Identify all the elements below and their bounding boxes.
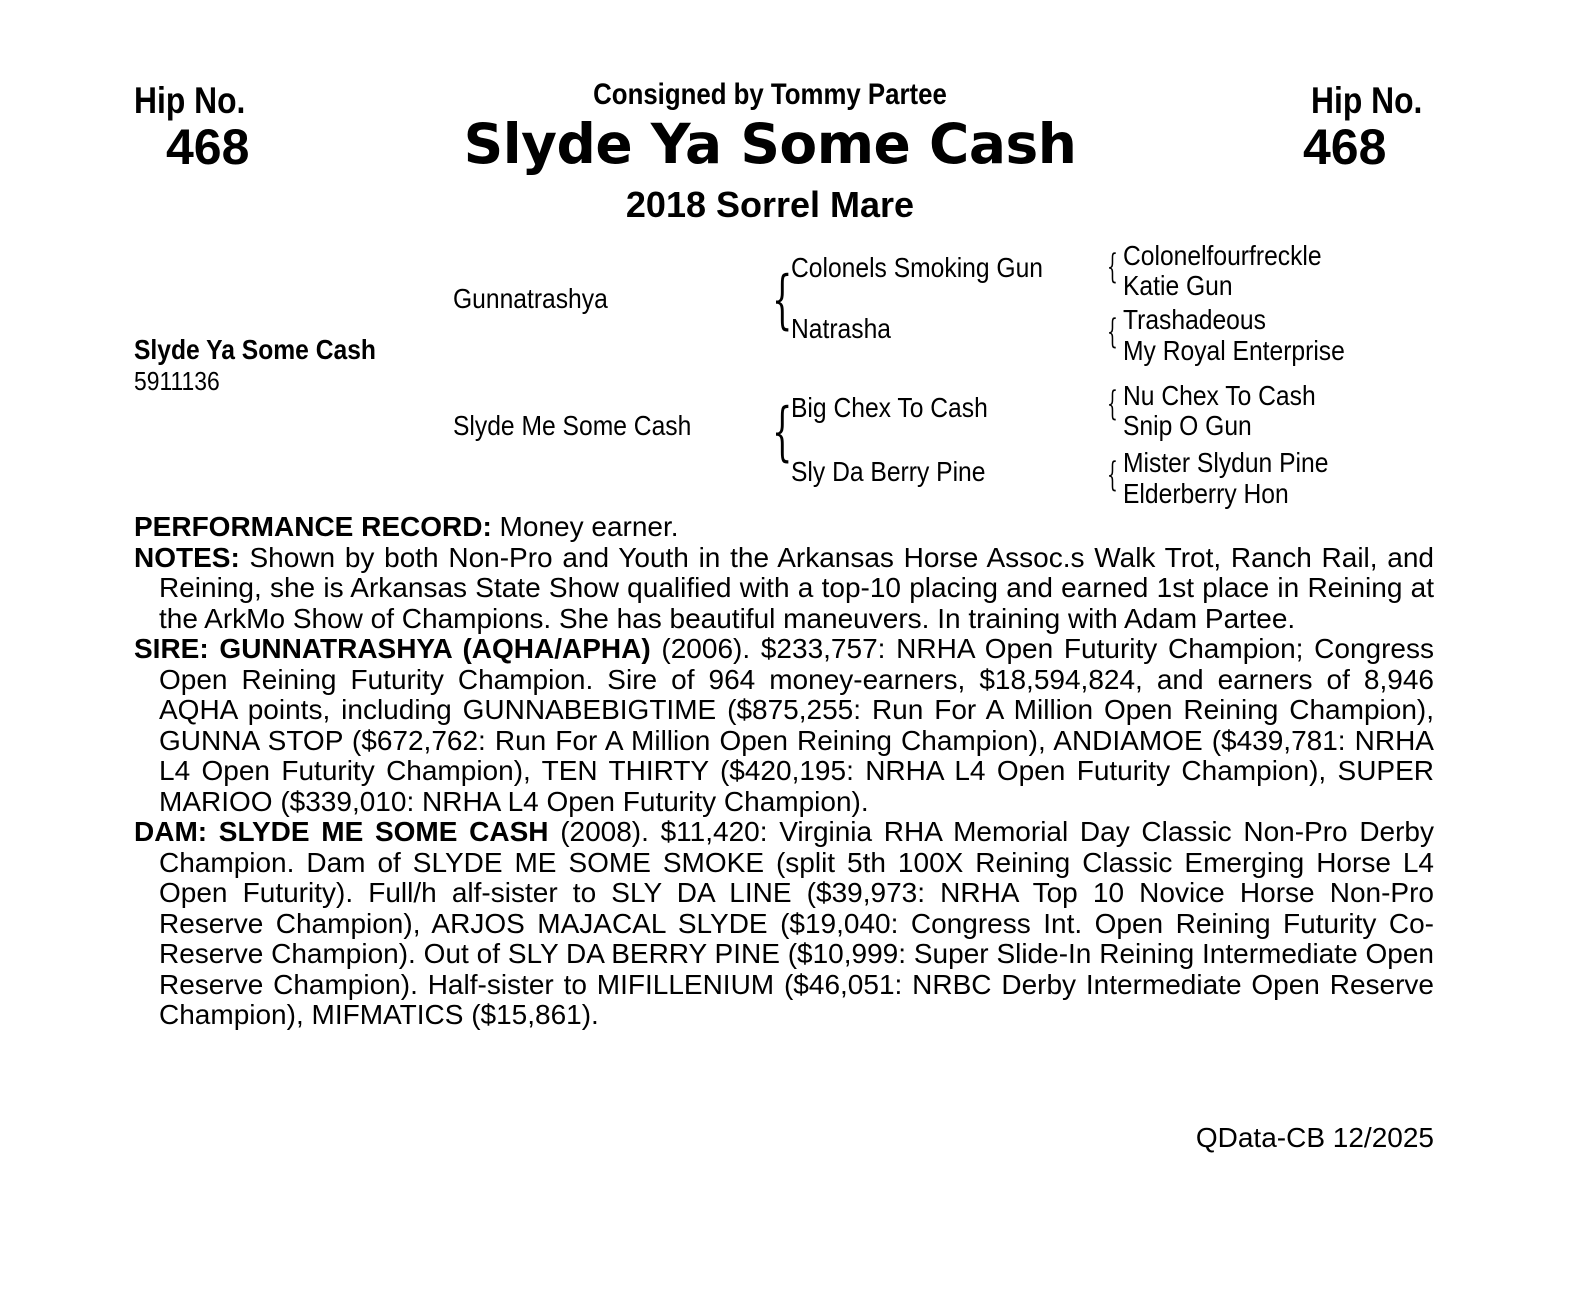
- pedigree-sire-dam-dam: My Royal Enterprise: [1123, 335, 1345, 366]
- pedigree-subject-name: Slyde Ya Some Cash: [134, 334, 376, 365]
- dam-text: (2008). $11,420: Virginia RHA Memorial Day Classic Non-Pro Derby Champion. Dam of SLYDE ME SOME SMOKE (split 5th 100X Reining Classic Emerging Horse L4 Open Futurity). Full/h alf-sister to SLY DA LINE ($39,973: NRHA Top 10 Novice Horse Non-Pro Reserve Champion), ARJOS MAJACAL SLYDE ($19,040: Congress Int. Open Reining Futurity Co-Reserve Champion). Out of SLY DA BERRY PINE ($10,999: Super Slide-In Reining Intermediate Open Reserve Champion). Half-sister to MIFILLENIUM ($46,051: NRBC Derby Intermediate Open Reserve Champion), MIFMATICS ($15,861).: [159, 816, 1435, 1030]
- pedigree-brace: {: [1107, 384, 1118, 424]
- hip-label-left: Hip No.: [134, 80, 246, 121]
- notes-text: Shown by both Non-Pro and Youth in the Arkansas Horse Assoc.s Walk Trot, Ranch Rail, and Reining, she is Arkansas State Show qualified with a top-10 placing and earned 1st place in Reining at the ArkMo Show of Champions. She has beautiful maneuvers. In training with Adam Partee.: [159, 541, 1434, 634]
- performance-record: [134, 512, 1434, 543]
- pedigree-dam-dam-sire: Mister Slydun Pine: [1123, 447, 1329, 478]
- pedigree-dam: Slyde Me Some Cash: [453, 410, 692, 441]
- pedigree-sire-dam-sire: Trashadeous: [1123, 304, 1266, 335]
- catalog-text: [134, 512, 1434, 1031]
- pedigree-dam-sire-sire: Nu Chex To Cash: [1123, 380, 1316, 411]
- pedigree-sire-sire-dam: Katie Gun: [1123, 270, 1233, 301]
- consignor-line: Consigned by Tommy Partee: [593, 78, 947, 111]
- pedigree-dam-dam: Sly Da Berry Pine: [791, 456, 986, 487]
- dam-paragraph: [134, 817, 1434, 1031]
- pedigree-brace: {: [772, 263, 793, 337]
- performance-record-label: PERFORMANCE RECORD:: [134, 511, 492, 542]
- notes-label: NOTES:: [134, 541, 240, 573]
- horse-description: 2018 Sorrel Mare: [625, 184, 915, 225]
- sire-text: (2006). $233,757: NRHA Open Futurity Champion; Congress Open Reining Futurity Champion. Sire of 964 money-earners, $18,594,824, and earners of 8,946 AQHA points, including GUNNABEBIGTIME ($875,255: Run For A Million Open Reining Champion), GUNNA STOP ($672,762: Run For A Million Open Reining Champion), ANDIAMOE ($439,781: NRHA L4 Open Futurity Champion), TEN THIRTY ($420,195: NRHA L4 Open Futurity Champion), SUPER MARIOO ($339,010: NRHA L4 Open Futurity Champion).: [159, 633, 1434, 817]
- pedigree-brace: {: [1107, 455, 1118, 495]
- performance-record-text: Money earner.: [491, 511, 679, 542]
- horse-name-title: Slyde Ya Some Cash: [463, 112, 1077, 176]
- hip-label-right: Hip No.: [1311, 80, 1423, 121]
- pedigree-brace: {: [772, 395, 793, 469]
- pedigree-brace: {: [1107, 247, 1118, 287]
- pedigree-registration-number: 5911136: [134, 366, 220, 396]
- hip-number-right: 468: [1303, 119, 1387, 175]
- notes-paragraph: [134, 543, 1434, 635]
- pedigree-dam-dam-dam: Elderberry Hon: [1123, 478, 1289, 509]
- dam-label: DAM: SLYDE ME SOME CASH: [134, 816, 549, 847]
- sire-label: SIRE: GUNNATRASHYA (AQHA/APHA): [134, 633, 651, 664]
- data-source-footer: QData-CB 12/2025: [1195, 1122, 1434, 1153]
- pedigree-dam-sire: Big Chex To Cash: [791, 392, 988, 423]
- hip-number-left: 468: [166, 119, 250, 175]
- pedigree-sire-sire: Colonels Smoking Gun: [791, 252, 1044, 283]
- pedigree-sire-dam: Natrasha: [791, 313, 891, 344]
- sire-paragraph: [134, 634, 1434, 817]
- pedigree-sire: Gunnatrashya: [453, 283, 608, 314]
- pedigree-sire-sire-sire: Colonelfourfreckle: [1123, 240, 1322, 271]
- pedigree-dam-sire-dam: Snip O Gun: [1123, 410, 1252, 441]
- pedigree-brace: {: [1107, 312, 1118, 352]
